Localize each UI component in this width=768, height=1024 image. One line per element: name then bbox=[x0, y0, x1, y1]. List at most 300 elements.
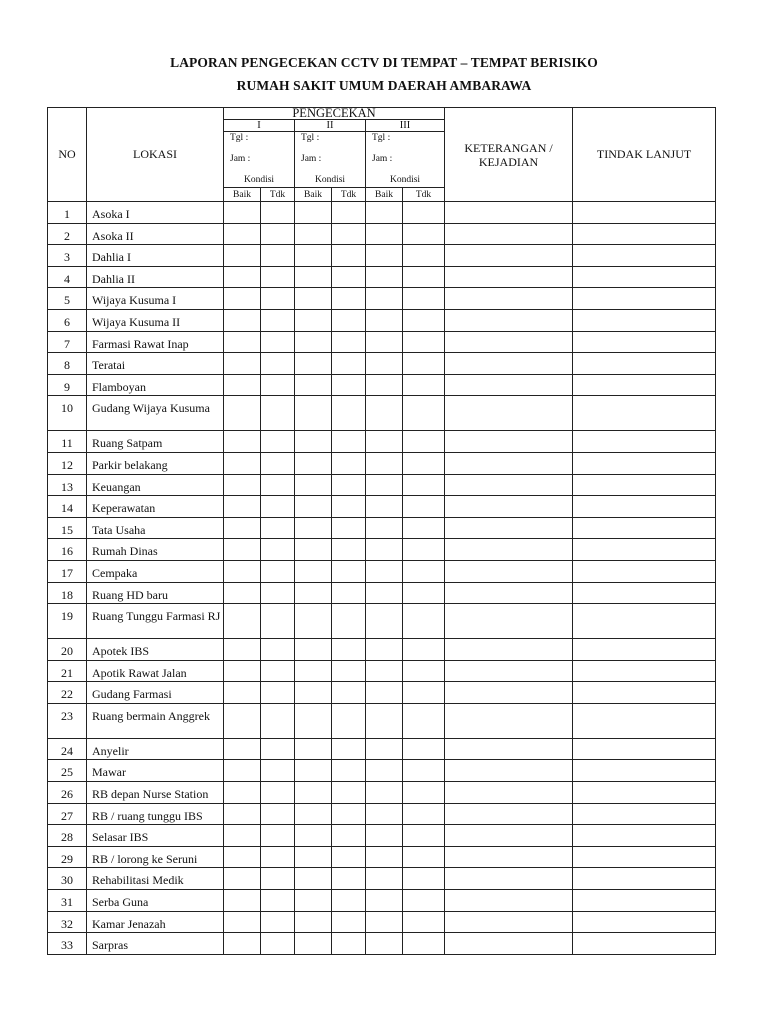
cell-r2-baik[interactable] bbox=[295, 309, 332, 331]
cell-r2-tdk[interactable] bbox=[332, 890, 366, 912]
cell-r3-tdk[interactable] bbox=[403, 604, 445, 639]
cell-tindak-lanjut[interactable] bbox=[573, 639, 716, 661]
cell-keterangan[interactable] bbox=[445, 223, 573, 245]
cell-tindak-lanjut[interactable] bbox=[573, 202, 716, 224]
table-row bbox=[48, 703, 716, 738]
cell-r3-baik[interactable] bbox=[366, 738, 403, 760]
table-row bbox=[48, 496, 716, 518]
cell-r3-tdk[interactable] bbox=[403, 825, 445, 847]
cell-r2-tdk[interactable] bbox=[332, 431, 366, 453]
cell-r3-baik[interactable] bbox=[366, 202, 403, 224]
cell-keterangan[interactable] bbox=[445, 474, 573, 496]
cell-keterangan[interactable] bbox=[445, 496, 573, 518]
cell-r2-baik[interactable] bbox=[295, 396, 332, 431]
cell-r1-tdk[interactable] bbox=[261, 245, 295, 267]
cell-keterangan[interactable] bbox=[445, 353, 573, 375]
row-lokasi: Wijaya Kusuma II bbox=[87, 309, 224, 331]
cell-r2-baik[interactable] bbox=[295, 760, 332, 782]
cell-r3-tdk[interactable] bbox=[403, 803, 445, 825]
cell-tindak-lanjut[interactable] bbox=[573, 374, 716, 396]
cell-r1-baik[interactable] bbox=[224, 288, 261, 310]
cell-r2-baik[interactable] bbox=[295, 639, 332, 661]
cell-keterangan[interactable] bbox=[445, 738, 573, 760]
cell-r2-baik[interactable] bbox=[295, 803, 332, 825]
cell-r2-baik[interactable] bbox=[295, 474, 332, 496]
cell-r1-tdk[interactable] bbox=[261, 560, 295, 582]
cell-r1-baik[interactable] bbox=[224, 245, 261, 267]
cell-r1-tdk[interactable] bbox=[261, 374, 295, 396]
cell-r1-tdk[interactable] bbox=[261, 660, 295, 682]
cell-r3-baik[interactable] bbox=[366, 911, 403, 933]
cell-tindak-lanjut[interactable] bbox=[573, 496, 716, 518]
cell-r1-baik[interactable] bbox=[224, 825, 261, 847]
cell-keterangan[interactable] bbox=[445, 782, 573, 804]
row-lokasi: Tata Usaha bbox=[87, 517, 224, 539]
cell-r3-baik[interactable] bbox=[366, 331, 403, 353]
cell-r3-baik[interactable] bbox=[366, 266, 403, 288]
cell-r2-tdk[interactable] bbox=[332, 223, 366, 245]
cell-r3-baik[interactable] bbox=[366, 560, 403, 582]
cell-r1-tdk[interactable] bbox=[261, 890, 295, 912]
cell-r1-baik[interactable] bbox=[224, 782, 261, 804]
cell-r2-baik[interactable] bbox=[295, 933, 332, 955]
cell-r3-tdk[interactable] bbox=[403, 911, 445, 933]
cell-keterangan[interactable] bbox=[445, 639, 573, 661]
cell-keterangan[interactable] bbox=[445, 825, 573, 847]
row-lokasi: Asoka I bbox=[87, 202, 224, 224]
cell-r2-baik[interactable] bbox=[295, 738, 332, 760]
cell-r3-tdk[interactable] bbox=[403, 660, 445, 682]
cell-r1-baik[interactable] bbox=[224, 266, 261, 288]
cell-r3-baik[interactable] bbox=[366, 496, 403, 518]
cell-r1-baik[interactable] bbox=[224, 374, 261, 396]
cell-r2-tdk[interactable] bbox=[332, 933, 366, 955]
cell-r1-tdk[interactable] bbox=[261, 202, 295, 224]
cell-r1-baik[interactable] bbox=[224, 660, 261, 682]
cell-r2-baik[interactable] bbox=[295, 452, 332, 474]
cell-r3-baik[interactable] bbox=[366, 223, 403, 245]
row-number: 5 bbox=[48, 288, 87, 310]
cell-keterangan[interactable] bbox=[445, 803, 573, 825]
cell-r1-tdk[interactable] bbox=[261, 517, 295, 539]
cell-r1-tdk[interactable] bbox=[261, 452, 295, 474]
cell-r1-baik[interactable] bbox=[224, 539, 261, 561]
cell-r1-tdk[interactable] bbox=[261, 703, 295, 738]
table-row bbox=[48, 331, 716, 353]
cell-r2-baik[interactable] bbox=[295, 223, 332, 245]
cell-r2-baik[interactable] bbox=[295, 331, 332, 353]
cell-keterangan[interactable] bbox=[445, 582, 573, 604]
row-number: 14 bbox=[48, 496, 87, 518]
cell-r2-tdk[interactable] bbox=[332, 288, 366, 310]
cell-r3-tdk[interactable] bbox=[403, 539, 445, 561]
cell-r2-tdk[interactable] bbox=[332, 868, 366, 890]
cell-r1-tdk[interactable] bbox=[261, 846, 295, 868]
cell-r1-baik[interactable] bbox=[224, 309, 261, 331]
cell-r1-baik[interactable] bbox=[224, 496, 261, 518]
cell-r3-tdk[interactable] bbox=[403, 890, 445, 912]
cell-r3-tdk[interactable] bbox=[403, 846, 445, 868]
cell-r3-tdk[interactable] bbox=[403, 431, 445, 453]
row-number: 6 bbox=[48, 309, 87, 331]
cell-tindak-lanjut[interactable] bbox=[573, 846, 716, 868]
cell-tindak-lanjut[interactable] bbox=[573, 288, 716, 310]
cell-r3-baik[interactable] bbox=[366, 803, 403, 825]
cell-r1-tdk[interactable] bbox=[261, 738, 295, 760]
cell-tindak-lanjut[interactable] bbox=[573, 452, 716, 474]
cell-tindak-lanjut[interactable] bbox=[573, 782, 716, 804]
cell-r2-tdk[interactable] bbox=[332, 560, 366, 582]
cell-tindak-lanjut[interactable] bbox=[573, 309, 716, 331]
row-lokasi: Dahlia I bbox=[87, 245, 224, 267]
header-no: NO bbox=[48, 108, 87, 202]
cell-tindak-lanjut[interactable] bbox=[573, 560, 716, 582]
row-lokasi: Asoka II bbox=[87, 223, 224, 245]
cell-r3-tdk[interactable] bbox=[403, 266, 445, 288]
cell-r3-baik[interactable] bbox=[366, 639, 403, 661]
cell-r2-tdk[interactable] bbox=[332, 911, 366, 933]
cell-r2-baik[interactable] bbox=[295, 539, 332, 561]
cell-keterangan[interactable] bbox=[445, 539, 573, 561]
cell-r1-baik[interactable] bbox=[224, 474, 261, 496]
cell-keterangan[interactable] bbox=[445, 890, 573, 912]
cell-r2-tdk[interactable] bbox=[332, 846, 366, 868]
cell-r2-tdk[interactable] bbox=[332, 539, 366, 561]
cell-keterangan[interactable] bbox=[445, 202, 573, 224]
cell-r3-tdk[interactable] bbox=[403, 639, 445, 661]
cell-r2-baik[interactable] bbox=[295, 431, 332, 453]
cell-keterangan[interactable] bbox=[445, 309, 573, 331]
cell-r1-tdk[interactable] bbox=[261, 496, 295, 518]
cell-r3-baik[interactable] bbox=[366, 245, 403, 267]
cell-r2-tdk[interactable] bbox=[332, 604, 366, 639]
cell-r3-baik[interactable] bbox=[366, 760, 403, 782]
cell-r2-tdk[interactable] bbox=[332, 309, 366, 331]
cell-r2-tdk[interactable] bbox=[332, 474, 366, 496]
cell-tindak-lanjut[interactable] bbox=[573, 682, 716, 704]
cell-r1-tdk[interactable] bbox=[261, 288, 295, 310]
cell-keterangan[interactable] bbox=[445, 846, 573, 868]
table-row bbox=[48, 604, 716, 639]
cell-r1-baik[interactable] bbox=[224, 760, 261, 782]
cell-r1-tdk[interactable] bbox=[261, 911, 295, 933]
cell-r3-tdk[interactable] bbox=[403, 868, 445, 890]
cell-tindak-lanjut[interactable] bbox=[573, 604, 716, 639]
cell-r2-tdk[interactable] bbox=[332, 396, 366, 431]
cell-r3-tdk[interactable] bbox=[403, 760, 445, 782]
cell-keterangan[interactable] bbox=[445, 760, 573, 782]
cell-r3-tdk[interactable] bbox=[403, 331, 445, 353]
row-lokasi: Rehabilitasi Medik bbox=[87, 868, 224, 890]
cell-r1-baik[interactable] bbox=[224, 639, 261, 661]
cell-r1-tdk[interactable] bbox=[261, 682, 295, 704]
cell-r3-tdk[interactable] bbox=[403, 223, 445, 245]
cell-tindak-lanjut[interactable] bbox=[573, 245, 716, 267]
cell-tindak-lanjut[interactable] bbox=[573, 803, 716, 825]
cell-r1-tdk[interactable] bbox=[261, 803, 295, 825]
row-lokasi: Cempaka bbox=[87, 560, 224, 582]
cell-r2-tdk[interactable] bbox=[332, 582, 366, 604]
cell-r3-tdk[interactable] bbox=[403, 782, 445, 804]
cell-tindak-lanjut[interactable] bbox=[573, 474, 716, 496]
cell-keterangan[interactable] bbox=[445, 517, 573, 539]
cell-r2-baik[interactable] bbox=[295, 374, 332, 396]
cell-r2-baik[interactable] bbox=[295, 660, 332, 682]
cell-r1-tdk[interactable] bbox=[261, 396, 295, 431]
cell-r3-baik[interactable] bbox=[366, 846, 403, 868]
cell-r1-tdk[interactable] bbox=[261, 539, 295, 561]
cell-r1-tdk[interactable] bbox=[261, 431, 295, 453]
cell-r2-tdk[interactable] bbox=[332, 682, 366, 704]
cell-r1-baik[interactable] bbox=[224, 682, 261, 704]
cell-r3-tdk[interactable] bbox=[403, 682, 445, 704]
cell-r3-tdk[interactable] bbox=[403, 474, 445, 496]
cell-tindak-lanjut[interactable] bbox=[573, 703, 716, 738]
cell-r1-baik[interactable] bbox=[224, 846, 261, 868]
cell-r2-tdk[interactable] bbox=[332, 245, 366, 267]
round-3-tgl: Tgl : bbox=[366, 132, 445, 153]
row-number: 7 bbox=[48, 331, 87, 353]
cell-r3-tdk[interactable] bbox=[403, 452, 445, 474]
row-number: 32 bbox=[48, 911, 87, 933]
cell-r1-baik[interactable] bbox=[224, 331, 261, 353]
cell-tindak-lanjut[interactable] bbox=[573, 431, 716, 453]
cell-r3-baik[interactable] bbox=[366, 353, 403, 375]
cell-r3-baik[interactable] bbox=[366, 868, 403, 890]
cell-keterangan[interactable] bbox=[445, 868, 573, 890]
cell-r1-tdk[interactable] bbox=[261, 309, 295, 331]
cell-r2-tdk[interactable] bbox=[332, 760, 366, 782]
round-1-tgl: Tgl : bbox=[224, 132, 295, 153]
cell-r1-tdk[interactable] bbox=[261, 331, 295, 353]
cell-tindak-lanjut[interactable] bbox=[573, 868, 716, 890]
cell-r2-tdk[interactable] bbox=[332, 738, 366, 760]
cell-r3-baik[interactable] bbox=[366, 582, 403, 604]
cell-r1-baik[interactable] bbox=[224, 703, 261, 738]
cell-r1-baik[interactable] bbox=[224, 560, 261, 582]
cell-r1-tdk[interactable] bbox=[261, 782, 295, 804]
cell-keterangan[interactable] bbox=[445, 933, 573, 955]
cell-r3-baik[interactable] bbox=[366, 933, 403, 955]
cell-r3-tdk[interactable] bbox=[403, 396, 445, 431]
cell-keterangan[interactable] bbox=[445, 682, 573, 704]
cell-r1-tdk[interactable] bbox=[261, 868, 295, 890]
cell-r2-baik[interactable] bbox=[295, 353, 332, 375]
cell-r3-baik[interactable] bbox=[366, 474, 403, 496]
cell-r2-baik[interactable] bbox=[295, 496, 332, 518]
cell-r1-tdk[interactable] bbox=[261, 825, 295, 847]
cell-r3-tdk[interactable] bbox=[403, 517, 445, 539]
cell-tindak-lanjut[interactable] bbox=[573, 223, 716, 245]
cell-r1-tdk[interactable] bbox=[261, 353, 295, 375]
cell-tindak-lanjut[interactable] bbox=[573, 331, 716, 353]
cell-tindak-lanjut[interactable] bbox=[573, 266, 716, 288]
cell-r3-baik[interactable] bbox=[366, 825, 403, 847]
cell-r2-baik[interactable] bbox=[295, 703, 332, 738]
cell-keterangan[interactable] bbox=[445, 331, 573, 353]
cell-r1-tdk[interactable] bbox=[261, 639, 295, 661]
cell-r3-baik[interactable] bbox=[366, 539, 403, 561]
cell-r1-tdk[interactable] bbox=[261, 933, 295, 955]
cell-tindak-lanjut[interactable] bbox=[573, 517, 716, 539]
table-row bbox=[48, 517, 716, 539]
table-row bbox=[48, 782, 716, 804]
cell-tindak-lanjut[interactable] bbox=[573, 539, 716, 561]
cell-r2-tdk[interactable] bbox=[332, 517, 366, 539]
cell-r3-baik[interactable] bbox=[366, 703, 403, 738]
cell-r3-baik[interactable] bbox=[366, 782, 403, 804]
cell-tindak-lanjut[interactable] bbox=[573, 738, 716, 760]
cell-r1-tdk[interactable] bbox=[261, 223, 295, 245]
cell-r1-baik[interactable] bbox=[224, 803, 261, 825]
cell-r2-tdk[interactable] bbox=[332, 496, 366, 518]
cell-r2-baik[interactable] bbox=[295, 517, 332, 539]
cell-tindak-lanjut[interactable] bbox=[573, 911, 716, 933]
cell-keterangan[interactable] bbox=[445, 604, 573, 639]
cell-r1-tdk[interactable] bbox=[261, 760, 295, 782]
cell-keterangan[interactable] bbox=[445, 288, 573, 310]
cell-r1-tdk[interactable] bbox=[261, 474, 295, 496]
cell-r3-tdk[interactable] bbox=[403, 288, 445, 310]
cell-r3-baik[interactable] bbox=[366, 374, 403, 396]
cell-r3-tdk[interactable] bbox=[403, 309, 445, 331]
cell-r2-tdk[interactable] bbox=[332, 660, 366, 682]
table-row bbox=[48, 738, 716, 760]
cell-r3-tdk[interactable] bbox=[403, 353, 445, 375]
cell-r3-tdk[interactable] bbox=[403, 374, 445, 396]
cell-r1-baik[interactable] bbox=[224, 582, 261, 604]
cell-r1-baik[interactable] bbox=[224, 604, 261, 639]
cell-r2-baik[interactable] bbox=[295, 560, 332, 582]
cell-r2-tdk[interactable] bbox=[332, 353, 366, 375]
round-2-baik: Baik bbox=[295, 188, 332, 202]
cell-r1-baik[interactable] bbox=[224, 396, 261, 431]
round-2-kondisi: Kondisi bbox=[295, 174, 366, 188]
cell-r3-baik[interactable] bbox=[366, 396, 403, 431]
cell-tindak-lanjut[interactable] bbox=[573, 825, 716, 847]
row-number: 24 bbox=[48, 738, 87, 760]
cell-tindak-lanjut[interactable] bbox=[573, 760, 716, 782]
cell-r1-baik[interactable] bbox=[224, 517, 261, 539]
cell-r2-baik[interactable] bbox=[295, 245, 332, 267]
cell-r3-baik[interactable] bbox=[366, 452, 403, 474]
cell-r3-tdk[interactable] bbox=[403, 582, 445, 604]
cell-r2-baik[interactable] bbox=[295, 604, 332, 639]
cell-r2-baik[interactable] bbox=[295, 682, 332, 704]
cell-tindak-lanjut[interactable] bbox=[573, 582, 716, 604]
cell-keterangan[interactable] bbox=[445, 431, 573, 453]
cell-r2-baik[interactable] bbox=[295, 782, 332, 804]
cell-r1-baik[interactable] bbox=[224, 431, 261, 453]
cell-r3-tdk[interactable] bbox=[403, 496, 445, 518]
cell-r2-baik[interactable] bbox=[295, 266, 332, 288]
table-row bbox=[48, 539, 716, 561]
table-row bbox=[48, 374, 716, 396]
cell-r2-baik[interactable] bbox=[295, 846, 332, 868]
cell-tindak-lanjut[interactable] bbox=[573, 890, 716, 912]
cell-tindak-lanjut[interactable] bbox=[573, 396, 716, 431]
table-row bbox=[48, 760, 716, 782]
cell-r3-tdk[interactable] bbox=[403, 738, 445, 760]
cell-keterangan[interactable] bbox=[445, 911, 573, 933]
cell-r3-tdk[interactable] bbox=[403, 202, 445, 224]
cell-keterangan[interactable] bbox=[445, 266, 573, 288]
cell-r2-baik[interactable] bbox=[295, 911, 332, 933]
cell-r3-baik[interactable] bbox=[366, 604, 403, 639]
cell-r2-tdk[interactable] bbox=[332, 639, 366, 661]
cell-r3-baik[interactable] bbox=[366, 288, 403, 310]
row-number: 26 bbox=[48, 782, 87, 804]
cell-r2-baik[interactable] bbox=[295, 868, 332, 890]
cell-r2-baik[interactable] bbox=[295, 202, 332, 224]
cell-r2-baik[interactable] bbox=[295, 288, 332, 310]
cell-keterangan[interactable] bbox=[445, 245, 573, 267]
cell-r2-tdk[interactable] bbox=[332, 825, 366, 847]
cell-r3-baik[interactable] bbox=[366, 517, 403, 539]
row-number: 20 bbox=[48, 639, 87, 661]
row-number: 8 bbox=[48, 353, 87, 375]
cell-r3-tdk[interactable] bbox=[403, 703, 445, 738]
cell-keterangan[interactable] bbox=[445, 703, 573, 738]
cell-r2-tdk[interactable] bbox=[332, 331, 366, 353]
row-lokasi: Ruang bermain Anggrek bbox=[87, 703, 224, 738]
cell-r3-tdk[interactable] bbox=[403, 933, 445, 955]
round-2-tdk: Tdk bbox=[332, 188, 366, 202]
cell-r1-tdk[interactable] bbox=[261, 266, 295, 288]
cell-r2-baik[interactable] bbox=[295, 890, 332, 912]
cell-r1-tdk[interactable] bbox=[261, 604, 295, 639]
cell-r1-baik[interactable] bbox=[224, 738, 261, 760]
cell-r2-tdk[interactable] bbox=[332, 782, 366, 804]
cell-r1-baik[interactable] bbox=[224, 911, 261, 933]
cell-r2-tdk[interactable] bbox=[332, 703, 366, 738]
cell-r3-baik[interactable] bbox=[366, 309, 403, 331]
cell-r2-tdk[interactable] bbox=[332, 452, 366, 474]
cell-r1-baik[interactable] bbox=[224, 890, 261, 912]
cell-r3-baik[interactable] bbox=[366, 660, 403, 682]
cell-r2-tdk[interactable] bbox=[332, 266, 366, 288]
cell-tindak-lanjut[interactable] bbox=[573, 353, 716, 375]
cell-r3-tdk[interactable] bbox=[403, 560, 445, 582]
cell-r3-baik[interactable] bbox=[366, 431, 403, 453]
cell-r2-tdk[interactable] bbox=[332, 803, 366, 825]
cell-r1-baik[interactable] bbox=[224, 223, 261, 245]
row-lokasi: Keuangan bbox=[87, 474, 224, 496]
cell-r1-baik[interactable] bbox=[224, 353, 261, 375]
cell-r2-baik[interactable] bbox=[295, 582, 332, 604]
cell-tindak-lanjut[interactable] bbox=[573, 933, 716, 955]
cell-r1-baik[interactable] bbox=[224, 868, 261, 890]
cell-r2-tdk[interactable] bbox=[332, 202, 366, 224]
cell-tindak-lanjut[interactable] bbox=[573, 660, 716, 682]
cell-r3-tdk[interactable] bbox=[403, 245, 445, 267]
cell-r2-baik[interactable] bbox=[295, 825, 332, 847]
cell-keterangan[interactable] bbox=[445, 374, 573, 396]
cell-keterangan[interactable] bbox=[445, 396, 573, 431]
cell-r1-tdk[interactable] bbox=[261, 582, 295, 604]
cell-r1-baik[interactable] bbox=[224, 202, 261, 224]
cell-r2-tdk[interactable] bbox=[332, 374, 366, 396]
header-keterangan-line2: KEJADIAN bbox=[478, 154, 539, 169]
cell-r1-baik[interactable] bbox=[224, 452, 261, 474]
cell-r3-baik[interactable] bbox=[366, 682, 403, 704]
cell-r1-baik[interactable] bbox=[224, 933, 261, 955]
table-row bbox=[48, 452, 716, 474]
cell-keterangan[interactable] bbox=[445, 452, 573, 474]
cell-keterangan[interactable] bbox=[445, 660, 573, 682]
cell-keterangan[interactable] bbox=[445, 560, 573, 582]
cell-r3-baik[interactable] bbox=[366, 890, 403, 912]
